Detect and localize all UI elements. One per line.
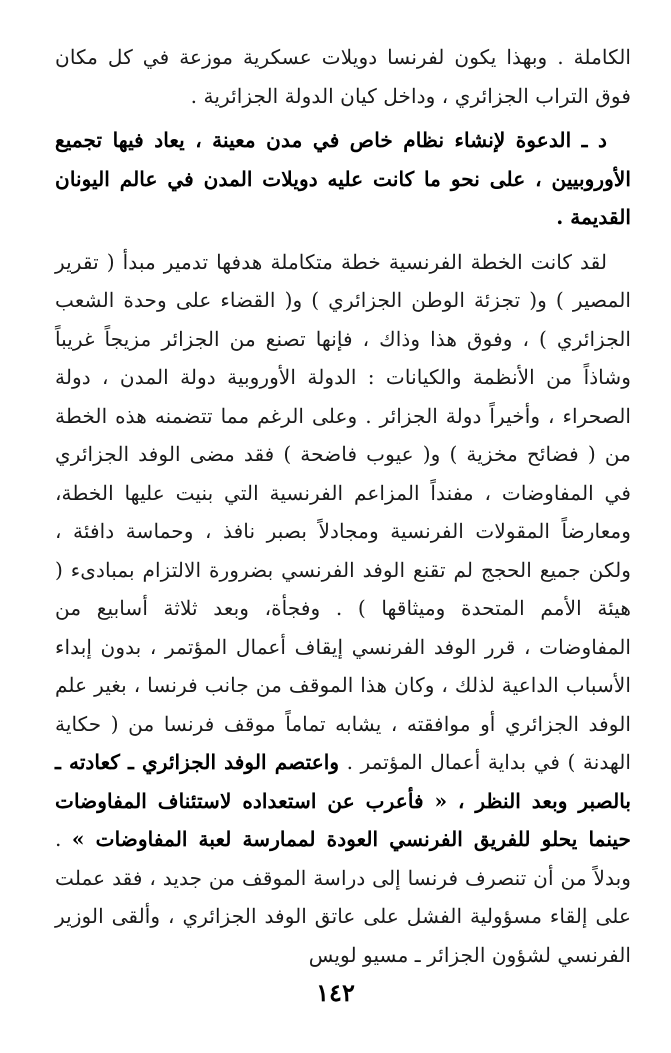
paragraph xyxy=(55,243,631,975)
text-segment: الكاملة . وبهذا يكون لفرنسا دويلات عسكرية موزعة في كل مكان فوق التراب الجزائري ، وداخل كيان الدولة الجزائرية . xyxy=(55,45,631,108)
paragraph xyxy=(55,38,631,115)
bold-text-segment: د ـ الدعوة لإنشاء نظام خاص في مدن معينة ، يعاد فيها تجميع الأوروبيين ، على نحو ما كانت عليه دويلات المدن في عالم اليونان القديمة . xyxy=(55,128,631,229)
document-page xyxy=(55,38,631,980)
paragraph xyxy=(55,121,631,237)
page-number: ١٤٢ xyxy=(316,978,355,1007)
text-segment: . وبدلاً من أن تنصرف فرنسا إلى دراسة الموقف من جديد ، فقد عملت على إلقاء مسؤولية الفشل على عاتق الوفد الجزائري ، وألقى الوزير الفرنسي لشؤون الجزائر ـ مسيو لويس xyxy=(55,827,631,967)
bold-text-segment: واعتصم الوفد الجزائري ـ كعادته ـ بالصبر وبعد النظر ، « فأعرب عن استعداده لاستئناف المفاوضات حينما يحلو للفريق الفرنسي العودة لممارسة لعبة المفاوضات » xyxy=(55,750,631,851)
text-segment: لقد كانت الخطة الفرنسية خطة متكاملة هدفها تدمير مبدأ ( تقرير المصير ) و( تجزئة الوطن الجزائري ) و( القضاء على وحدة الشعب الجزائري ) ، وفوق هذا وذاك ، فإنها تصنع من الجزائر مزيجاً غريباً وشاذاً من الأنظمة والكيانات : الدولة الأوروبية دولة المدن ، دولة الصحراء ، وأخيراً دولة الجزائر . وعلى الرغم مما تتضمنه هذه الخطة من ( فضائح مخزية ) و( عيوب فاضحة ) فقد مضى الوفد الجزائري في المفاوضات ، مفنداً المزاعم الفرنسية التي بنيت عليها الخطة، ومعارضاً المقولات الفرنسية ومجادلاً بصبر نافذ ، وحماسة دافئة ، ولكن جميع الحجج لم تقنع الوفد الفرنسي بضرورة الالتزام بمبادىء ( هيئة الأمم المتحدة وميثاقها ) . وفجأة، وبعد ثلاثة أسابيع من المفاوضات ، قرر الوفد الفرنسي إيقاف أعمال المؤتمر ، بدون إبداء الأسباب الداعية لذلك ، وكان هذا الموقف من جانب فرنسا ، بغير علم الوفد الجزائري أو موافقته ، يشابه تماماً موقف فرنسا من ( حكاية الهدنة ) في بداية أعمال المؤتمر . xyxy=(55,249,631,774)
